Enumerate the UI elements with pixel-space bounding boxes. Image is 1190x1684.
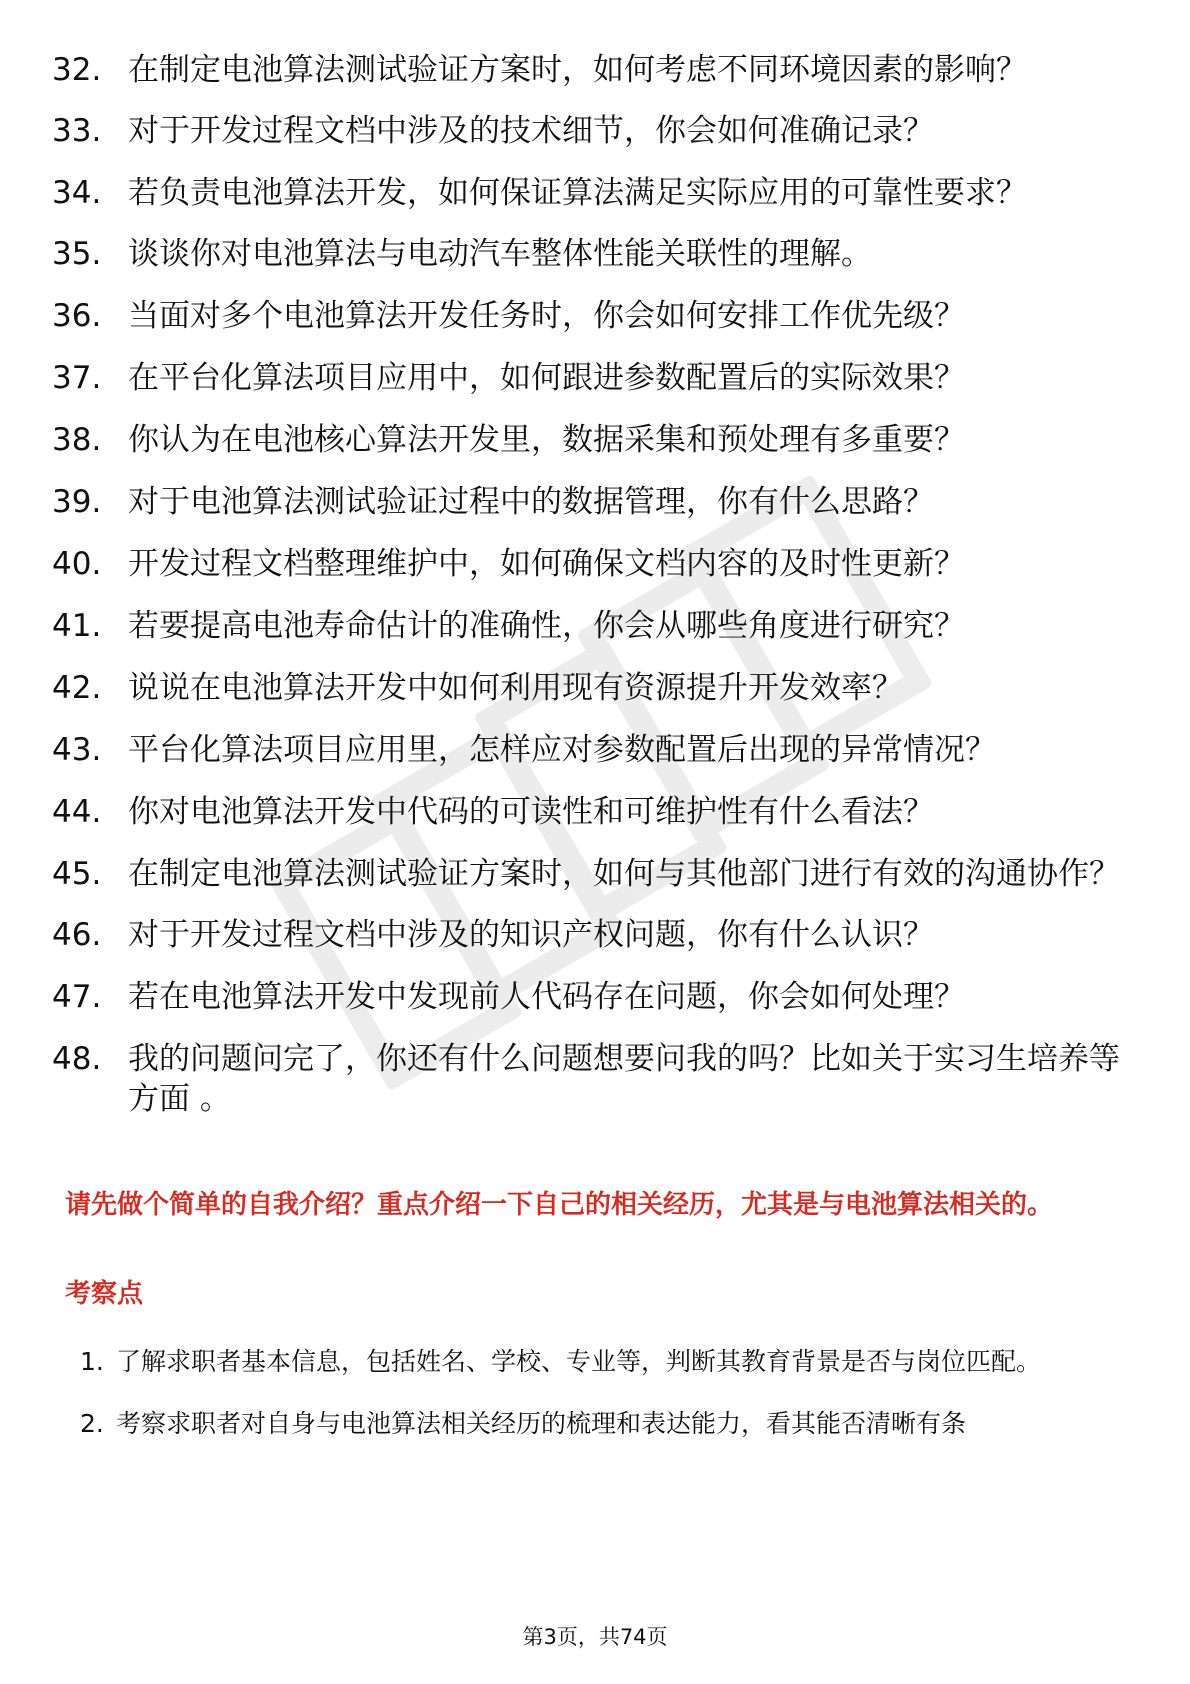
question-item [52,1039,1142,1119]
question-number: 39. [52,484,102,520]
question-number: 32. [52,52,102,88]
page-footer: 第3页，共74页 [522,1625,668,1649]
question-item [52,482,1142,522]
question-text: 当面对多个电池算法开发任务时，你会如何安排工作优先级？ [128,298,965,334]
question-list [52,50,1142,1140]
question-item [52,111,1142,151]
question-number: 36. [52,298,102,334]
question-number: 38. [52,422,102,458]
question-item [52,50,1142,90]
question-number: 33. [52,113,102,149]
question-number: 46. [52,917,102,953]
question-text: 在制定电池算法测试验证方案时，如何考虑不同环境因素的影响？ [128,52,1027,88]
question-item [52,977,1142,1017]
assessment-point [80,1334,1140,1390]
question-number: 34. [52,175,102,211]
point-text: 了解求职者基本信息，包括姓名、学校、专业等，判断其教育背景是否与岗位匹配。 [116,1347,1042,1376]
question-text: 说说在电池算法开发中如何利用现有资源提升开发效率？ [128,670,903,706]
point-number: 1. [80,1347,104,1376]
question-text: 对于开发过程文档中涉及的技术细节，你会如何准确记录？ [128,113,934,149]
question-number: 35. [52,236,102,272]
point-text: 考察求职者对自身与电池算法相关经历的梳理和表达能力，看其能否清晰有条 [116,1409,967,1438]
question-item [52,358,1142,398]
question-text: 在制定电池算法测试验证方案时，如何与其他部门进行有效的沟通协作？ [128,856,1120,892]
question-text: 平台化算法项目应用里，怎样应对参数配置后出现的异常情况？ [128,732,996,768]
question-number: 48. [52,1041,102,1077]
question-text: 你认为在电池核心算法开发里，数据采集和预处理有多重要？ [128,422,965,458]
question-text: 对于开发过程文档中涉及的知识产权问题，你有什么认识？ [128,917,934,953]
question-item [52,420,1142,460]
assessment-point [80,1396,1140,1452]
question-text: 对于电池算法测试验证过程中的数据管理，你有什么思路？ [128,484,934,520]
question-item [52,915,1142,955]
question-item [52,854,1142,894]
question-number: 43. [52,732,102,768]
question-item [52,668,1142,708]
question-number: 37. [52,360,102,396]
question-text: 你对电池算法开发中代码的可读性和可维护性有什么看法？ [128,794,934,830]
section-heading: 请先做个简单的自我介绍？重点介绍一下自己的相关经历，尤其是与电池算法相关的。 [65,1190,1054,1220]
question-number: 40. [52,546,102,582]
question-number: 41. [52,608,102,644]
question-item [52,606,1142,646]
question-number: 47. [52,979,102,1015]
question-text: 开发过程文档整理维护中，如何确保文档内容的及时性更新？ [128,546,965,582]
question-text: 若负责电池算法开发，如何保证算法满足实际应用的可靠性要求？ [128,175,1027,211]
question-number: 45. [52,856,102,892]
assessment-points-heading: 考察点 [65,1279,144,1309]
question-item [52,544,1142,584]
question-item [52,792,1142,832]
question-item [52,173,1142,213]
question-text: 谈谈你对电池算法与电动汽车整体性能关联性的理解。 [128,236,872,272]
question-text: 若在电池算法开发中发现前人代码存在问题，你会如何处理？ [128,979,965,1015]
question-text: 若要提高电池寿命估计的准确性，你会从哪些角度进行研究？ [128,608,965,644]
question-item [52,730,1142,770]
assessment-points-list [80,1334,1140,1458]
question-number: 44. [52,794,102,830]
question-text: 在平台化算法项目应用中，如何跟进参数配置后的实际效果？ [128,360,965,396]
point-number: 2. [80,1409,104,1438]
question-text: 我的问题问完了，你还有什么问题想要问我的吗？比如关于实习生培养等方面 。 [128,1041,1120,1117]
question-item [52,234,1142,274]
question-number: 42. [52,670,102,706]
question-item [52,296,1142,336]
